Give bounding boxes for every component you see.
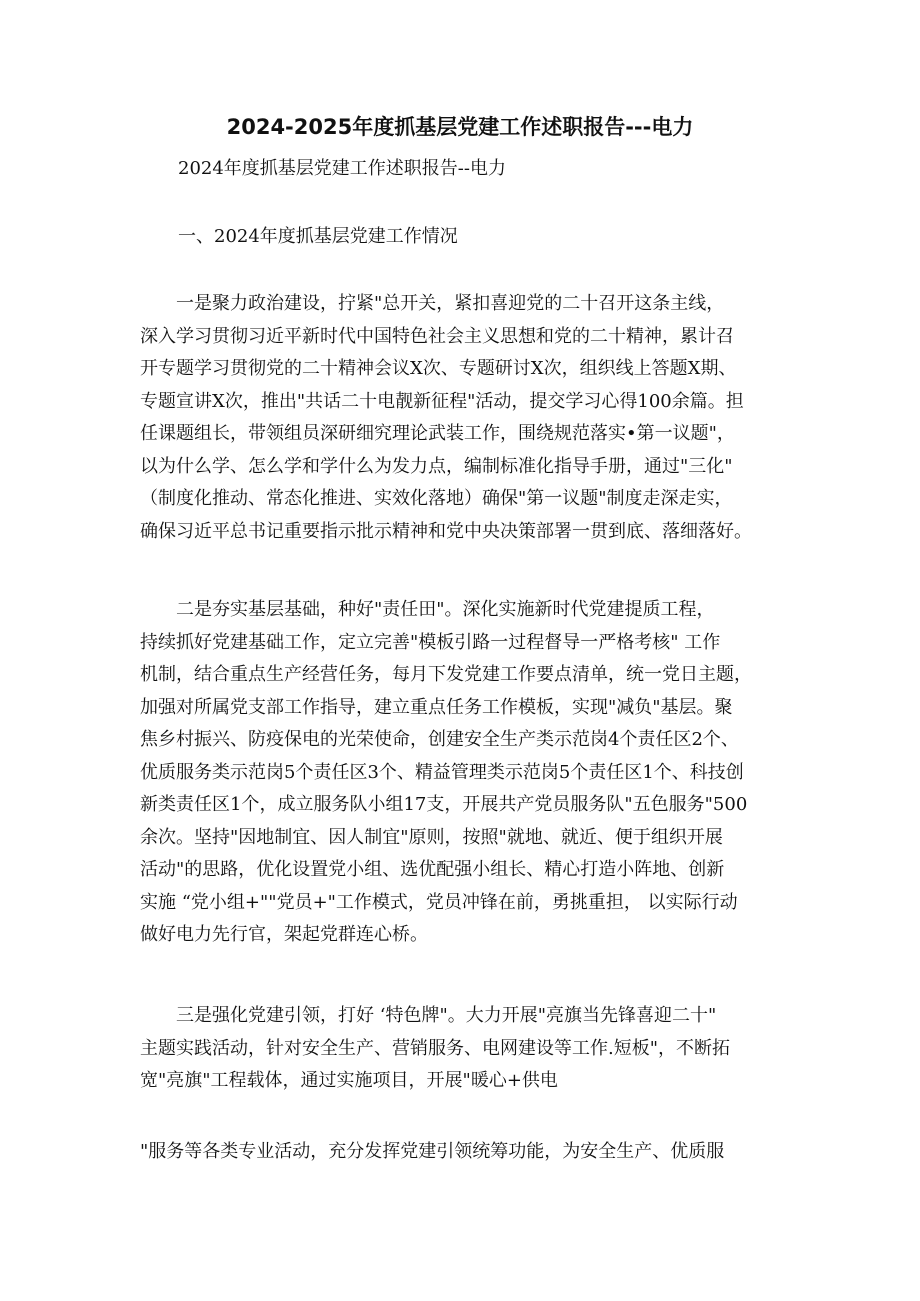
paragraph-line: 机制，结合重点生产经营任务，每月下发党建工作要点清单，统一党日主题，: [140, 664, 752, 685]
paragraph-line: 持续抓好党建基础工作，定立完善"模板引路一过程督导一严格考核" 工作: [140, 631, 721, 653]
paragraph-line: 加强对所属党支部工作指导，建立重点任务工作模板，实现"减负"基层。聚: [140, 696, 733, 718]
paragraph-line: 以为什么学、怎么学和学什么为发力点，编制标准化指导手册，通过"三化": [140, 455, 733, 477]
paragraph-line: 二是夯实基层基础，种好"责任田"。深化实施新时代党建提质工程，: [140, 599, 715, 620]
paragraph-party-leadership: [140, 1000, 800, 1098]
paragraph-line: 新类责任区1个，成立服务队小组17支，开展共产党员服务队"五色服务"500: [140, 794, 748, 815]
section-heading: 一、2024年度抓基层党建工作情况: [178, 226, 458, 247]
paragraph-line: 主题实践活动，针对安全生产、营销服务、电网建设等工作.短板"，不断拓: [140, 1037, 730, 1059]
paragraph-line: 任课题组长，带领组员深研细究理论武装工作，围绕规范落实•第一议题"，: [140, 423, 735, 444]
paragraph-line: 三是强化党建引领，打好 ‘特色牌"。大力开展"亮旗当先锋喜迎二十": [140, 1005, 717, 1026]
paragraph-grassroots-foundation: [140, 594, 800, 952]
paragraph-line: （制度化推动、常态化推进、实效化落地）确保"第一议题"制度走深走实，: [140, 488, 733, 509]
paragraph-continuation: [140, 1136, 800, 1169]
paragraph-line: 做好电力先行官，架起党群连心桥。: [140, 924, 428, 945]
paragraph-line: 优质服务类示范岗5个责任区3个、精益管理类示范岗5个责任区1个、科技创: [140, 761, 744, 783]
paragraph-line: 一是聚力政治建设，拧紧"总开关，紧扣喜迎党的二十召开这条主线，: [140, 293, 725, 314]
paragraph-line: 余次。坚持"因地制宜、因人制宜"原则，按照"就地、就近、便于组织开展: [140, 826, 723, 848]
paragraph-line: 深入学习贯彻习近平新时代中国特色社会主义思想和党的二十精神，累计召: [140, 325, 734, 347]
paragraph-line: 专题宣讲X次，推出"共话二十电靓新征程"活动，提交学习心得100余篇。担: [140, 390, 744, 412]
paragraph-line: 开专题学习贯彻党的二十精神会议X次、专题研讨X次，组织线上答题X期、: [140, 358, 737, 379]
paragraph-line: 活动"的思路，优化设置党小组、选优配强小组长、精心打造小阵地、创新: [140, 859, 725, 880]
paragraph-political-building: [140, 288, 800, 548]
document-title: 2024-2025年度抓基层党建工作述职报告---电力: [226, 115, 694, 139]
paragraph-line: 实施 “党小组+""党员+"工作模式，党员冲锋在前，勇挑重担， 以实际行动: [140, 891, 738, 913]
paragraph-line: 宽"亮旗"工程载体，通过实施项目，开展"暖心+供电: [140, 1070, 558, 1091]
paragraph-line: 焦乡村振兴、防疫保电的光荣使命，创建安全生产类示范岗4个责任区2个、: [140, 729, 739, 750]
document-subtitle: 2024年度抓基层党建工作述职报告--电力: [178, 158, 506, 179]
paragraph-line: "服务等各类专业活动，充分发挥党建引领统筹功能，为安全生产、优质服: [140, 1141, 725, 1162]
paragraph-line: 确保习近平总书记重要指示批示精神和党中央决策部署一贯到底、落细落好。: [140, 520, 752, 542]
